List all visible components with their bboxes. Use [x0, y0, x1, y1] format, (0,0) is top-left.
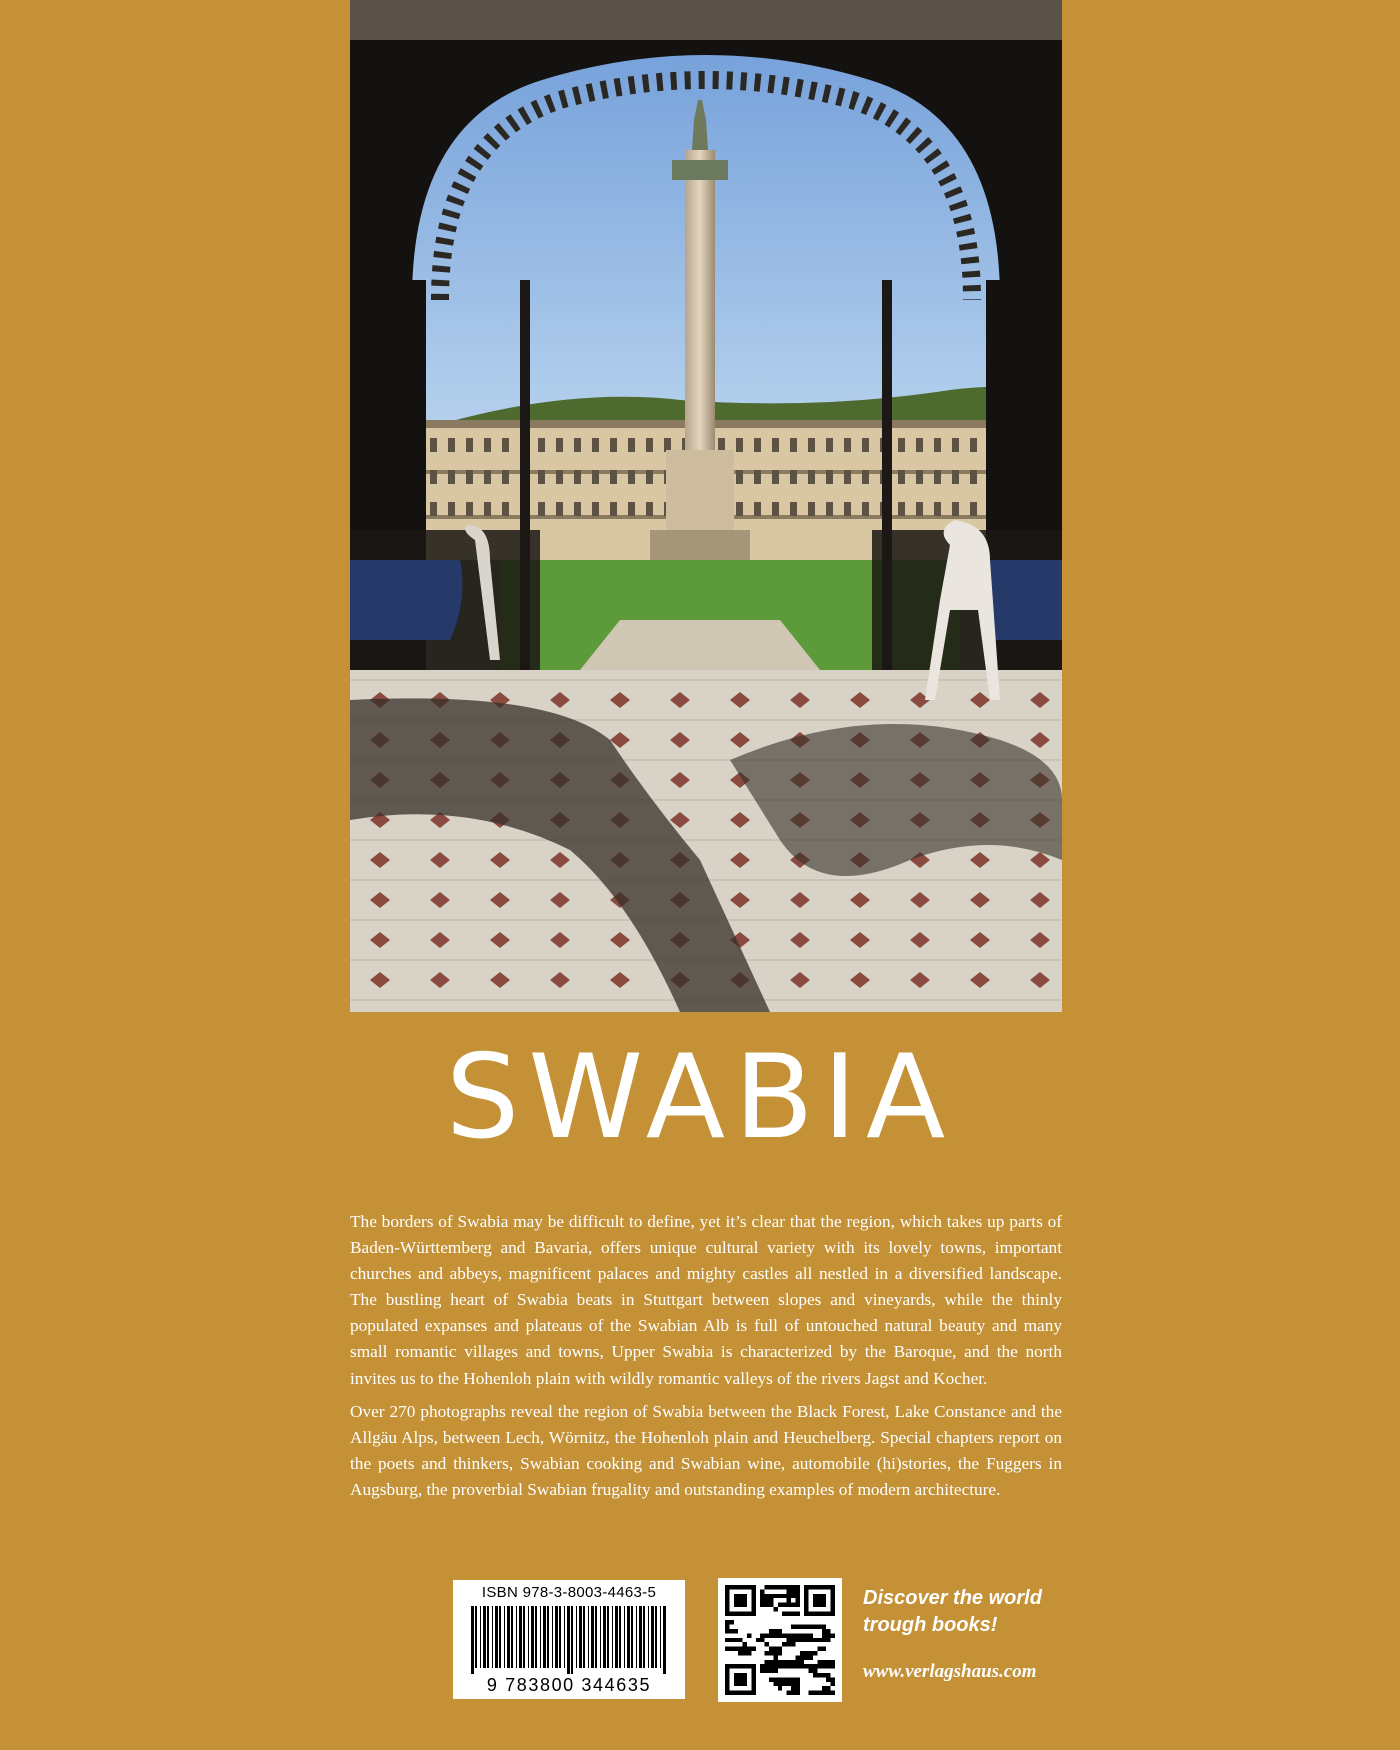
book-title: SWABIA — [445, 1030, 955, 1165]
publisher-website[interactable]: www.verlagshaus.com — [863, 1661, 1037, 1682]
description-paragraph-2: Over 270 photographs reveal the region of Swabia between the Black Forest, Lake Constance and the Allgäu Alps, between Lech, Wörnitz, the Hohenloh plain and Heuchelberg. Special chapters report on the poets and thinkers, Swabian cooking and Swabian wine, automobile (hi)stories, the Fuggers in Augsburg, the proverbial Swabian frugality and outstanding examples of modern architecture. — [350, 1401, 1062, 1499]
qr-code-icon — [725, 1585, 835, 1695]
tagline-line-2: trough books! — [863, 1614, 998, 1636]
isbn-label: ISBN 978-3-8003-4463-5 — [481, 1584, 657, 1601]
cover-photo — [350, 0, 1062, 1012]
ean-digits: 9 783800 344635 — [486, 1675, 652, 1695]
qr-code — [718, 1578, 842, 1702]
isbn-barcode — [453, 1580, 685, 1699]
description — [350, 1209, 1062, 1510]
publisher-tagline — [863, 1585, 1083, 1639]
ean-barcode-icon — [469, 1606, 669, 1674]
tagline-line-1: Discover the world — [863, 1587, 1042, 1609]
description-paragraph-1: The borders of Swabia may be difficult to define, yet it’s clear that the region, which takes up parts of Baden-Württemberg and Bavaria, offers unique cultural variety with its lovely towns, important churches and abbeys, magnificent palaces and mighty castles all nestled in a diversified landscape. The bustling heart of Swabia beats in Stuttgart between slopes and vineyards, while the thinly populated expanses and plateaus of the Swabian Alb is full of untouched natural beauty and many small romantic villages and towns, Upper Swabia is characterized by the Baroque, and the north invites us to the Hohenloh plain with wildly romantic valleys of the rivers Jagst and Kocher. — [350, 1212, 1062, 1388]
